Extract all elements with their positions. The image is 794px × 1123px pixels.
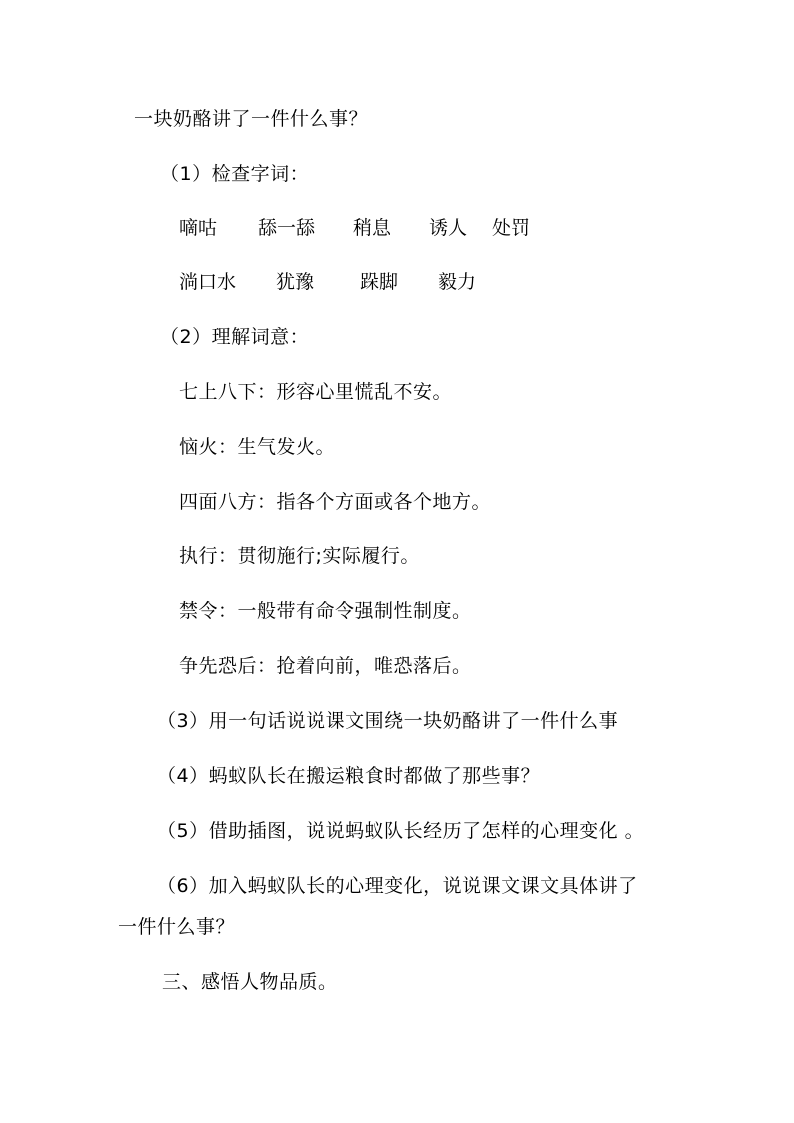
question-2-heading: （2）理解词意： (160, 326, 310, 348)
word-item: 毅力 (438, 271, 477, 293)
definition-line: 禁令：一般带有命令强制性制度。 (179, 600, 472, 622)
definition-line: 恼火：生气发火。 (179, 436, 336, 458)
word-list-row-2 (0, 270, 794, 294)
word-item: 稍息 (353, 217, 392, 239)
question-1-heading: （1）检查字词： (160, 163, 310, 185)
word-item: 嘀咕 (179, 217, 218, 239)
question-6-line-1: （6）加入蚂蚁队长的心理变化，说说课文课文具体讲了 (157, 875, 638, 897)
definition-line: 执行：贯彻施行;实际履行。 (179, 545, 420, 567)
intro-question: 一块奶酪讲了一件什么事？ (134, 108, 369, 130)
word-item: 舔一舔 (258, 217, 316, 239)
word-item: 处罚 (492, 217, 531, 239)
definition-line: 争先恐后：抢着向前，唯恐落后。 (179, 655, 472, 677)
question-4: （4）蚂蚁队长在搬运粮食时都做了那些事？ (157, 765, 541, 787)
question-3: （3）用一句话说说课文围绕一块奶酪讲了一件什么事 (157, 710, 619, 732)
definition-line: 七上八下：形容心里慌乱不安。 (179, 381, 453, 403)
section-3-heading: 三、感悟人物品质。 (162, 971, 338, 993)
word-list-row-1 (0, 216, 794, 240)
word-item: 淌口水 (179, 271, 237, 293)
word-item: 跺脚 (360, 271, 399, 293)
word-item: 诱人 (429, 217, 468, 239)
question-5: （5）借助插图，说说蚂蚁队长经历了怎样的心理变化 。 (157, 820, 645, 842)
definition-line: 四面八方：指各个方面或各个地方。 (179, 491, 492, 513)
word-item: 犹豫 (276, 271, 315, 293)
question-6-line-2: 一件什么事？ (118, 916, 236, 938)
